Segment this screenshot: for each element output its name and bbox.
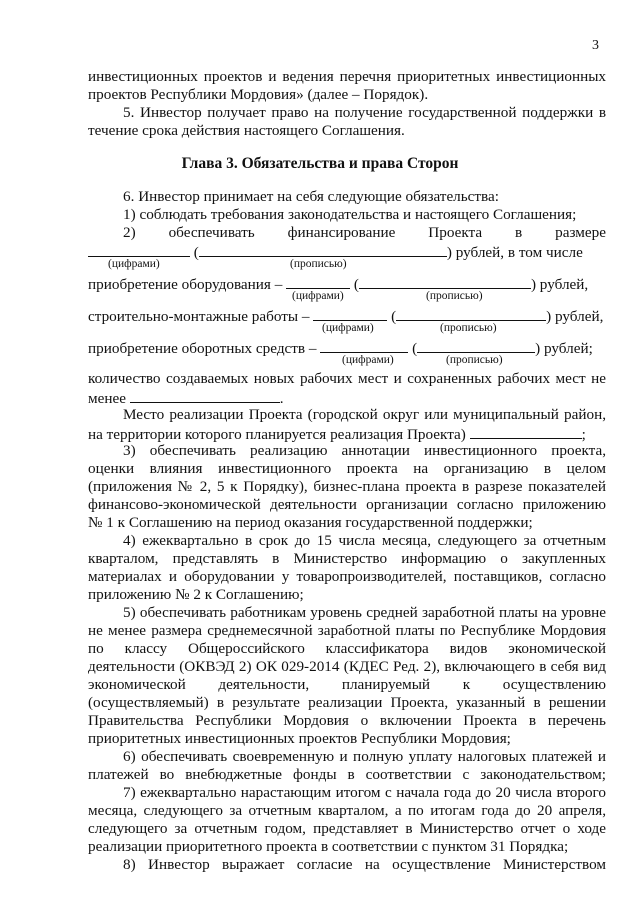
open-paren: ( [412,340,418,357]
paragraph-line: 5) обеспечивать работникам уровень средней заработной платы на уровне [123,604,606,621]
equipment-line [88,274,606,294]
construction-label: строительно-монтажные работы – [88,308,310,325]
equipment-words-blank[interactable] [359,274,531,289]
total-numbers-blank[interactable] [88,242,190,257]
numbers-caption: (цифрами) [342,354,394,366]
construction-words-blank[interactable] [396,306,546,321]
period: . [279,390,284,407]
paragraph-line: 8) Инвестор выражает согласие на осуществление Министерством [123,856,606,873]
paragraph-line: материалах и оборудовании у товаропроизводителей, поставщиков, согласно [88,568,606,585]
numbers-caption: (цифрами) [322,322,374,334]
paragraph-line: оценки влияния инвестиционного проекта на организацию в целом [88,460,606,477]
equipment-rub-text: ) рублей, [530,276,589,293]
item-word: финансирование [287,224,396,241]
paragraph-line: не менее размера среднемесячной заработной платы по Республике Мордовия [88,622,606,639]
item-word: размере [555,224,606,241]
obligation-item-1: 1) соблюдать требования законодательства и настоящего Соглашения; [123,206,577,223]
words-caption: (прописью) [426,290,483,302]
paragraph-line: 4) ежеквартально в срок до 15 числа месяца, следующего за отчетным [123,532,606,549]
working-capital-words-blank[interactable] [417,338,535,353]
obligation-item-2 [123,224,606,242]
total-amount-line [88,242,606,262]
total-words-blank[interactable] [199,242,447,257]
page-number: 3 [592,38,599,53]
paragraph-line: инвестиционных проектов и ведения перечня приоритетных инвестиционных [88,68,606,85]
paragraph-line: 6) обеспечивать своевременную и полную уплату налоговых платежей и [123,748,606,765]
working-capital-rub-text: ) рублей; [535,340,593,357]
jobs-count-blank[interactable] [130,388,280,403]
working-capital-numbers-blank[interactable] [320,338,408,353]
paragraph-line: реализации приоритетного проекта в соответствии с пунктом 31 Порядка; [88,838,569,855]
paragraph-line: финансово-экономической деятельности организации согласно приложению [88,496,606,513]
words-caption: (прописью) [290,258,347,270]
construction-numbers-blank[interactable] [313,306,387,321]
paragraph-line: деятельности (ОКВЭД 2) ОК 029-2014 (КДЕС Ред. 2), включающего в себя вид [88,658,606,675]
place-blank[interactable] [470,424,582,439]
jobs-min-line [88,388,606,408]
paragraph-line: платежей во внебюджетные фонды в соответствии с законодательством; [88,766,606,783]
obligations-intro: 6. Инвестор принимает на себя следующие обязательства: [123,188,499,205]
chapter-heading: Глава 3. Обязательства и права Сторон [181,155,459,172]
place-line-1: Место реализации Проекта (городской округ или муниципальный район, [123,406,606,423]
paragraph-line: течение срока действия настоящего Соглашения. [88,122,405,139]
construction-rub-text: ) рублей, [546,308,604,325]
numbers-caption: (цифрами) [108,258,160,270]
item-word: обеспечивать [168,224,255,241]
words-caption: (прописью) [446,354,503,366]
words-caption: (прописью) [440,322,497,334]
semicolon: ; [581,426,586,443]
paragraph-line: следующего за отчетным годом, представляет в Министерство отчет о ходе [88,820,606,837]
paragraph-line: 3) обеспечивать реализацию аннотации инвестиционного проекта, [123,442,606,459]
paragraph-line: месяца, следующего за отчетным кварталом, а по итогам года до 20 апреля, [88,802,606,819]
equipment-label: приобретение оборудования – [88,276,283,293]
item-word: в [515,224,523,241]
paragraph-line: Правительства Республики Мордовия о включении Проекта в перечень [88,712,606,729]
paragraph-line: № 1 к Соглашению на период оказания государственной поддержки; [88,514,533,531]
working-capital-label: приобретение оборотных средств – [88,340,317,357]
paragraph-line: (приложения № 2, 5 к Порядку), бизнес-плана проекта в разрезе показателей [88,478,606,495]
paragraph-line: экономической деятельности, планируемый к осуществлению [88,676,606,693]
paragraph-line: (осуществляемый) в результате реализации Проекта, указанный в решении [88,694,606,711]
equipment-numbers-blank[interactable] [286,274,350,289]
paragraph-line: по классу Общероссийского классификатора видов экономической [88,640,606,657]
numbers-caption: (цифрами) [292,290,344,302]
paragraph-line: 5. Инвестор получает право на получение государственной поддержки в [123,104,606,121]
open-paren: ( [353,276,359,293]
paragraph-line: приоритетных инвестиционных проектов Республики Мордовия; [88,730,511,747]
paragraph-line: кварталом, представлять в Министерство информацию о закупленных [88,550,606,567]
jobs-line: количество создаваемых новых рабочих мест и сохраненных рабочих мест не [88,370,606,387]
less-word: менее [88,390,126,407]
open-paren: ( [391,308,397,325]
item-word: 2) [123,224,136,241]
paragraph-line: приложению № 2 к Соглашению; [88,586,304,603]
item-word: Проекта [428,224,483,241]
place-line-2 [88,424,606,444]
paragraph-line: 7) ежеквартально нарастающим итогом с начала года до 20 числа второго [123,784,606,801]
open-paren: ( [193,244,199,261]
paragraph-line: проектов Республики Мордовия» (далее – Порядок). [88,86,429,103]
total-rub-text: ) рублей, в том числе [446,244,583,261]
place-label: на территории которого планируется реализация Проекта) [88,426,466,443]
